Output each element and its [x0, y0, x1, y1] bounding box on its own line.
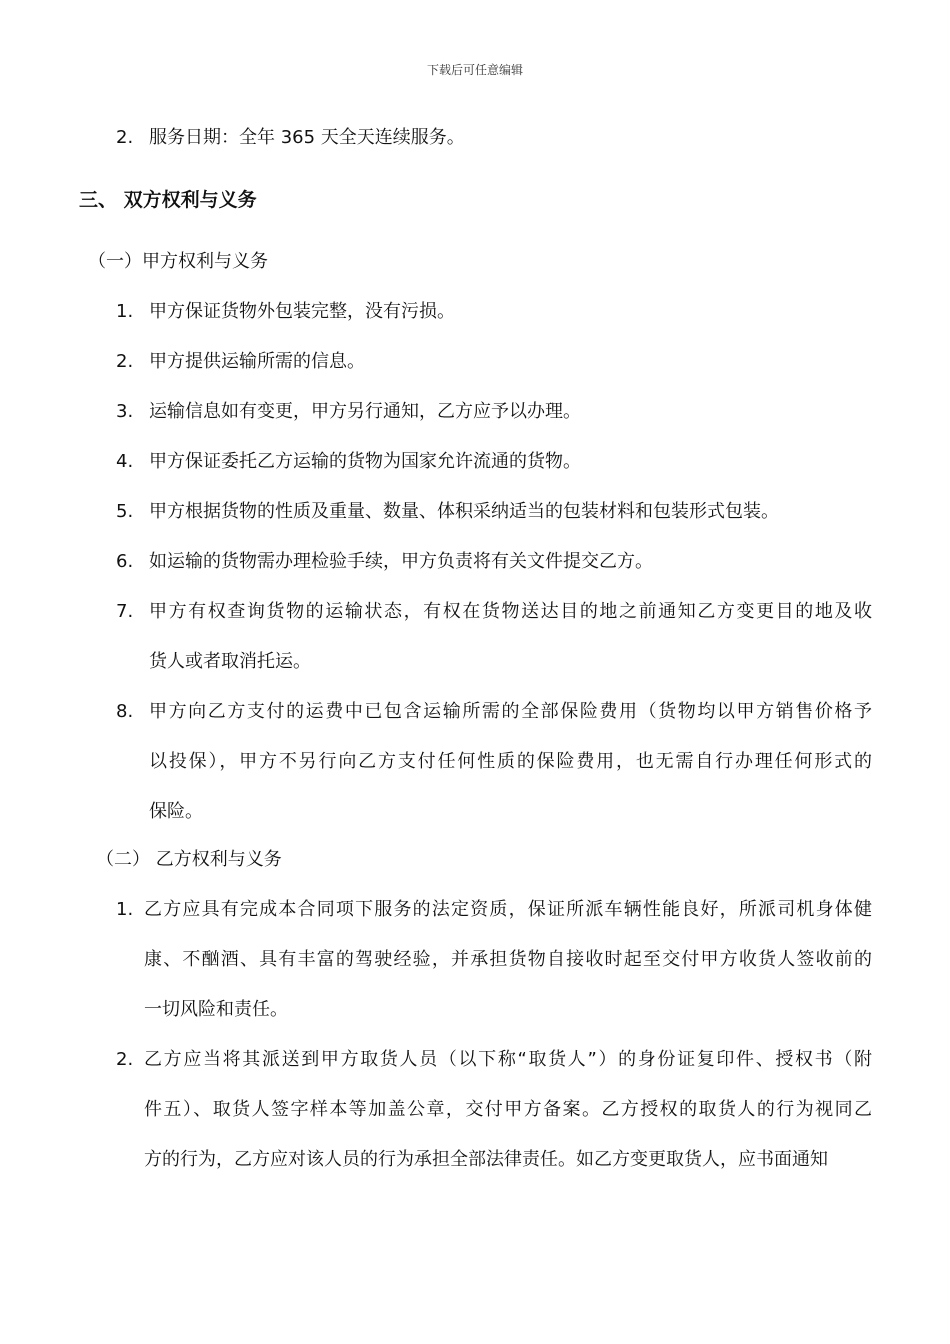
list-item-number: 7. — [116, 601, 134, 622]
subsection-heading-b: （二） 乙方权利与义务 — [96, 849, 282, 870]
subsection-heading-a: （一）甲方权利与义务 — [88, 251, 268, 272]
list-item-text: 货人或者取消托运。 — [149, 651, 311, 672]
list-item-number: 6. — [116, 551, 134, 572]
list-item-text: 甲方向乙方支付的运费中已包含运输所需的全部保险费用（货物均以甲方销售价格予 — [149, 701, 872, 722]
list-item-text: 康、不酗酒、具有丰富的驾驶经验，并承担货物自接收时起至交付甲方收货人签收前的 — [144, 949, 872, 970]
list-item-text: 甲方提供运输所需的信息。 — [149, 351, 365, 372]
list-item-text: 运输信息如有变更，甲方另行通知，乙方应予以办理。 — [149, 401, 581, 422]
list-item-number: 2. — [116, 351, 134, 372]
section-heading: 三、 双方权利与义务 — [79, 189, 257, 211]
list-item-text: 件五）、取货人签字样本等加盖公章，交付甲方备案。乙方授权的取货人的行为视同乙 — [144, 1099, 872, 1120]
list-item-number: 4. — [116, 451, 134, 472]
list-item-number: 3. — [116, 401, 134, 422]
list-item-text: 以投保），甲方不另行向乙方支付任何性质的保险费用，也无需自行办理任何形式的 — [149, 751, 872, 772]
list-item-text: 甲方保证货物外包装完整，没有污损。 — [149, 301, 455, 322]
list-item-text: 甲方根据货物的性质及重量、数量、体积采纳适当的包装材料和包装形式包装。 — [149, 501, 779, 522]
list-item-text: 如运输的货物需办理检验手续，甲方负责将有关文件提交乙方。 — [149, 551, 653, 572]
page-header: 下载后可任意编辑 — [426, 63, 523, 77]
list-item-text: 保险。 — [149, 801, 203, 822]
list-item-number: 1. — [116, 899, 134, 920]
list-item-number: 8. — [116, 701, 134, 722]
list-item-text: 服务日期：全年 365 天全天连续服务。 — [149, 127, 465, 148]
list-item-text: 乙方应当将其派送到甲方取货人员（以下称“取货人”）的身份证复印件、授权书（附 — [144, 1049, 872, 1070]
list-item-number: 2. — [116, 127, 134, 148]
list-item-text: 甲方保证委托乙方运输的货物为国家允许流通的货物。 — [149, 451, 581, 472]
list-item-number: 2. — [116, 1049, 134, 1070]
list-item-text: 一切风险和责任。 — [144, 999, 288, 1020]
list-item-text: 乙方应具有完成本合同项下服务的法定资质，保证所派车辆性能良好，所派司机身体健 — [144, 899, 872, 920]
list-item-number: 5. — [116, 501, 134, 522]
list-item-text: 甲方有权查询货物的运输状态，有权在货物送达目的地之前通知乙方变更目的地及收 — [149, 601, 872, 622]
list-item-number: 1. — [116, 301, 134, 322]
list-item-text: 方的行为，乙方应对该人员的行为承担全部法律责任。如乙方变更取货人，应书面通知 — [144, 1149, 828, 1170]
